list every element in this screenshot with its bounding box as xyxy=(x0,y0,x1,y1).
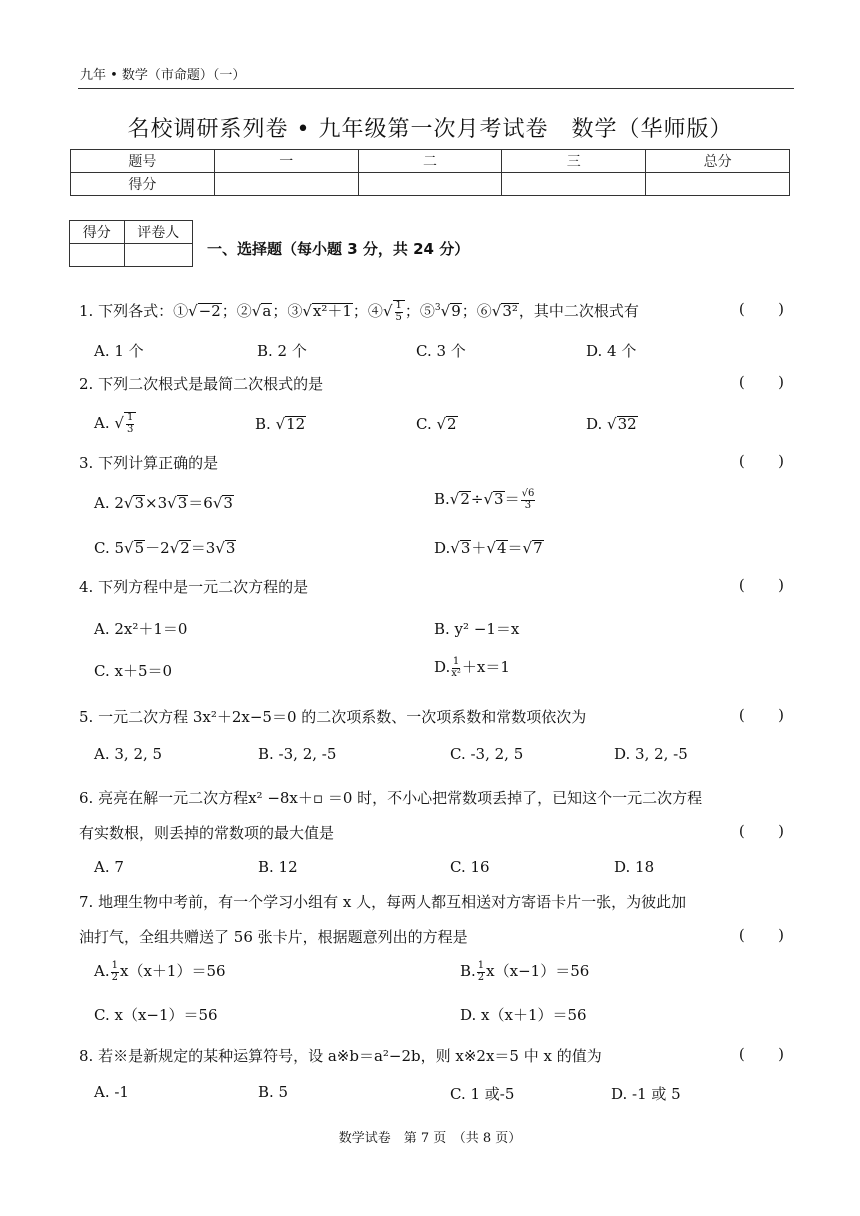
grader-table-cell: 评卷人 xyxy=(124,221,192,244)
radical: √x²＋1 xyxy=(302,302,352,320)
option-c[interactable]: C. 1 或-5 xyxy=(450,1085,515,1103)
page-footer: 数学试卷 第 7 页 （共 8 页） xyxy=(338,1131,522,1146)
score-entry-cell[interactable] xyxy=(646,173,790,196)
option-d[interactable]: D. √32 xyxy=(586,415,637,433)
question-text: ，其中二次根式有 xyxy=(518,302,639,320)
option-c[interactable]: C. √2 xyxy=(416,415,457,433)
option-b[interactable]: B. 12 xyxy=(258,858,298,876)
score-table-cell: 得分 xyxy=(71,173,215,196)
answer-bracket[interactable]: ( ) xyxy=(738,452,784,470)
option-a[interactable]: A. 1 个 xyxy=(94,342,144,360)
grader-table xyxy=(69,220,193,267)
question-6-line-1: 6. 亮亮在解一元二次方程x² −8x＋▫ ＝0 时，不小心把常数项丢掉了，已知这个一元二次方程 xyxy=(79,789,703,807)
option-a[interactable]: A. √ $\frac{1}{3}$ xyxy=(94,412,136,435)
option-b[interactable]: B. -3, 2, -5 xyxy=(258,745,337,763)
question-3: 3. 下列计算正确的是 xyxy=(79,454,219,472)
question-text: ；⑥ xyxy=(461,302,492,320)
option-d[interactable]: D. 4 个 xyxy=(586,342,637,360)
option-b[interactable]: B. √12 xyxy=(255,415,306,433)
option-a[interactable]: A. 7 xyxy=(94,858,124,876)
option-a[interactable]: A. 2x²＋1＝0 xyxy=(94,620,188,638)
option-d[interactable]: D. $\frac{1}{\text{x²}}$ ＋x＝1 xyxy=(434,656,510,679)
radical: √ $\frac{1}{5}$ xyxy=(383,302,405,320)
score-table-header-row xyxy=(71,150,790,173)
radical: √a xyxy=(251,302,272,320)
question-7-line-1: 7. 地理生物中考前，有一个学习小组有 x 人，每两人都互相送对方寄语卡片一张，为彼此加 xyxy=(79,893,687,911)
option-c[interactable]: C. 5√5－2√2＝3√3 xyxy=(94,539,236,557)
option-b[interactable]: B.√2÷√3＝ $\frac{√6}{3}$ xyxy=(434,488,535,511)
answer-bracket[interactable]: ( ) xyxy=(738,373,784,391)
header-rule xyxy=(78,88,794,89)
radical: √−2 xyxy=(188,302,221,320)
score-entry-cell[interactable] xyxy=(214,173,358,196)
score-table-score-row xyxy=(71,173,790,196)
answer-bracket[interactable]: ( ) xyxy=(738,822,784,840)
question-1 xyxy=(79,300,639,323)
question-6-line-2: 有实数根，则丢掉的常数项的最大值是 xyxy=(79,824,335,842)
grader-entry-cell[interactable] xyxy=(124,244,192,267)
option-d[interactable]: D. -1 或 5 xyxy=(611,1085,681,1103)
option-b[interactable]: B. 5 xyxy=(258,1083,289,1101)
score-entry-cell[interactable] xyxy=(502,173,646,196)
question-8: 8. 若※是新规定的某种运算符号，设 a※b＝a²−2b，则 x※2x＝5 中 x 的值为 xyxy=(79,1047,602,1065)
answer-bracket[interactable]: ( ) xyxy=(738,300,784,318)
question-text: ；④ xyxy=(352,302,383,320)
score-table-cell: 一 xyxy=(214,150,358,173)
question-text: 1. 下列各式：① xyxy=(79,302,189,320)
question-4: 4. 下列方程中是一元二次方程的是 xyxy=(79,578,309,596)
radical: $^3$√9 xyxy=(434,302,461,320)
question-text: ；③ xyxy=(272,302,303,320)
question-2: 2. 下列二次根式是最简二次根式的是 xyxy=(79,375,324,393)
option-c[interactable]: C. 3 个 xyxy=(416,342,466,360)
answer-bracket[interactable]: ( ) xyxy=(738,926,784,944)
option-b[interactable]: B. 2 个 xyxy=(257,342,307,360)
running-header: 九年 • 数学（市命题）（一） xyxy=(80,68,246,83)
option-a[interactable]: A. 3, 2, 5 xyxy=(94,745,163,763)
answer-bracket[interactable]: ( ) xyxy=(738,576,784,594)
option-a[interactable]: A. -1 xyxy=(94,1083,129,1101)
score-table-cell: 三 xyxy=(502,150,646,173)
option-a[interactable]: A. 2√3×3√3＝6√3 xyxy=(94,494,233,512)
option-b[interactable]: B. y² −1＝x xyxy=(434,620,520,638)
grader-table-cell: 得分 xyxy=(70,221,125,244)
option-d[interactable]: D. 3, 2, -5 xyxy=(614,745,688,763)
score-table-cell: 总分 xyxy=(646,150,790,173)
option-d[interactable]: D. x（x＋1）＝56 xyxy=(460,1006,587,1024)
score-entry-cell[interactable] xyxy=(358,173,502,196)
option-c[interactable]: C. -3, 2, 5 xyxy=(450,745,524,763)
option-b[interactable]: B. $\frac{1}{2}$ x（x−1）＝56 xyxy=(460,960,590,983)
grader-entry-cell[interactable] xyxy=(70,244,125,267)
option-c[interactable]: C. x（x−1）＝56 xyxy=(94,1006,218,1024)
option-d[interactable]: D. 18 xyxy=(614,858,655,876)
score-table xyxy=(70,149,790,196)
question-text: ；② xyxy=(221,302,252,320)
question-7-line-2: 油打气，全组共赠送了 56 张卡片，根据题意列出的方程是 xyxy=(79,928,468,946)
score-table-cell: 二 xyxy=(358,150,502,173)
exam-title: 名校调研系列卷 • 九年级第一次月考试卷 数学（华师版） xyxy=(127,117,733,142)
option-c[interactable]: C. 16 xyxy=(450,858,490,876)
question-5: 5. 一元二次方程 3x²＋2x−5＝0 的二次项系数、一次项系数和常数项依次为 xyxy=(79,708,587,726)
answer-bracket[interactable]: ( ) xyxy=(738,1045,784,1063)
option-a[interactable]: A. $\frac{1}{2}$ x（x＋1）＝56 xyxy=(94,960,226,983)
radical: √3² xyxy=(491,302,518,320)
answer-bracket[interactable]: ( ) xyxy=(738,706,784,724)
question-text: ；⑤ xyxy=(404,302,435,320)
score-table-cell: 题号 xyxy=(71,150,215,173)
section-title: 一、选择题（每小题 3 分，共 24 分） xyxy=(207,240,470,258)
option-c[interactable]: C. x＋5＝0 xyxy=(94,662,173,680)
option-d[interactable]: D.√3＋√4＝√7 xyxy=(434,539,543,557)
